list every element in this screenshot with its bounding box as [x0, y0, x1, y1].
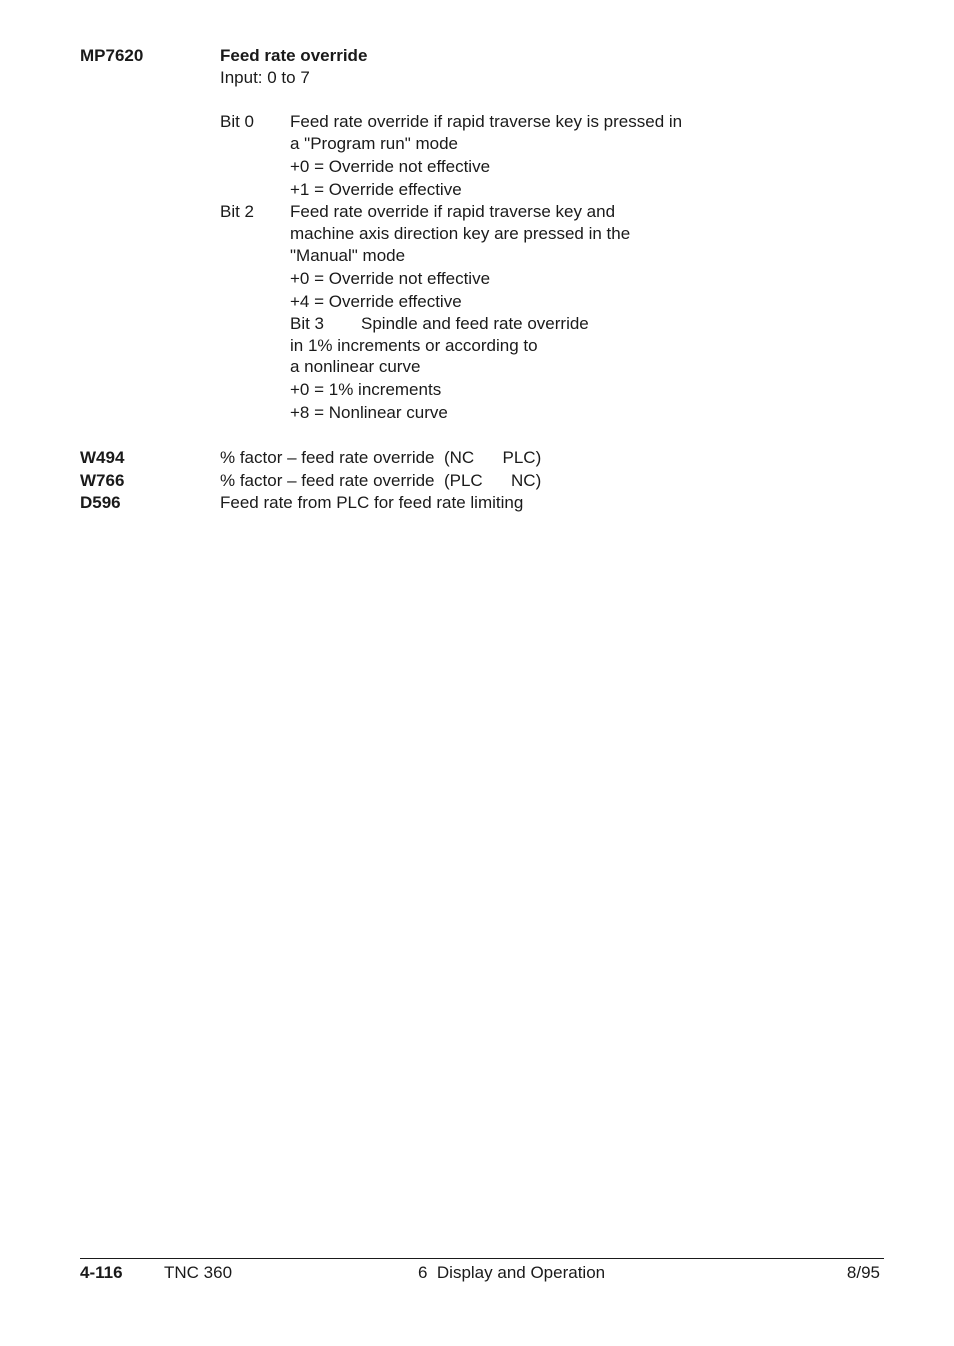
bit2-desc-line3: "Manual" mode [290, 246, 406, 265]
bit0-desc-line2: a "Program run" mode [290, 134, 458, 153]
word-code-w766: W766 [80, 471, 125, 490]
bit3-desc-line1: Spindle and feed rate override [361, 314, 589, 333]
footer-date: 8/95 [846, 1263, 880, 1282]
bit3-option-2: +8 = Nonlinear curve [290, 403, 448, 422]
word-desc-w766: % factor – feed rate override (PLC NC) [220, 471, 542, 490]
bit0-option-1: +0 = Override not effective [290, 157, 491, 176]
bit2-option-2: +4 = Override effective [290, 292, 462, 311]
bit3-label: Bit 3 [290, 314, 325, 333]
word-code-w494: W494 [80, 448, 125, 467]
bit0-label: Bit 0 [220, 112, 255, 131]
parameter-title: Feed rate override [220, 46, 368, 65]
parameter-code: MP7620 [80, 46, 144, 65]
bit2-desc-line1: Feed rate override if rapid traverse key and [290, 202, 616, 221]
parameter-input-range: Input: 0 to 7 [220, 68, 310, 87]
footer-page-number: 4-116 [80, 1263, 123, 1282]
bit0-option-2: +1 = Override effective [290, 180, 462, 199]
bit3-desc-line3: a nonlinear curve [290, 357, 421, 376]
word-desc-w494: % factor – feed rate override (NC PLC) [220, 448, 542, 467]
bit3-desc-line2: in 1% increments or according to [290, 336, 538, 355]
bit2-option-1: +0 = Override not effective [290, 269, 491, 288]
word-code-d596: D596 [80, 493, 121, 512]
bit2-label: Bit 2 [220, 202, 255, 221]
word-desc-d596: Feed rate from PLC for feed rate limiting [220, 493, 524, 512]
footer-product: TNC 360 [164, 1263, 233, 1282]
bit3-option-1: +0 = 1% increments [290, 380, 442, 399]
bit2-desc-line2: machine axis direction key are pressed in the [290, 224, 631, 243]
footer-chapter: 6 Display and Operation [418, 1263, 606, 1282]
bit0-desc-line1: Feed rate override if rapid traverse key is pressed in [290, 112, 683, 131]
footer-rule [80, 1258, 884, 1259]
